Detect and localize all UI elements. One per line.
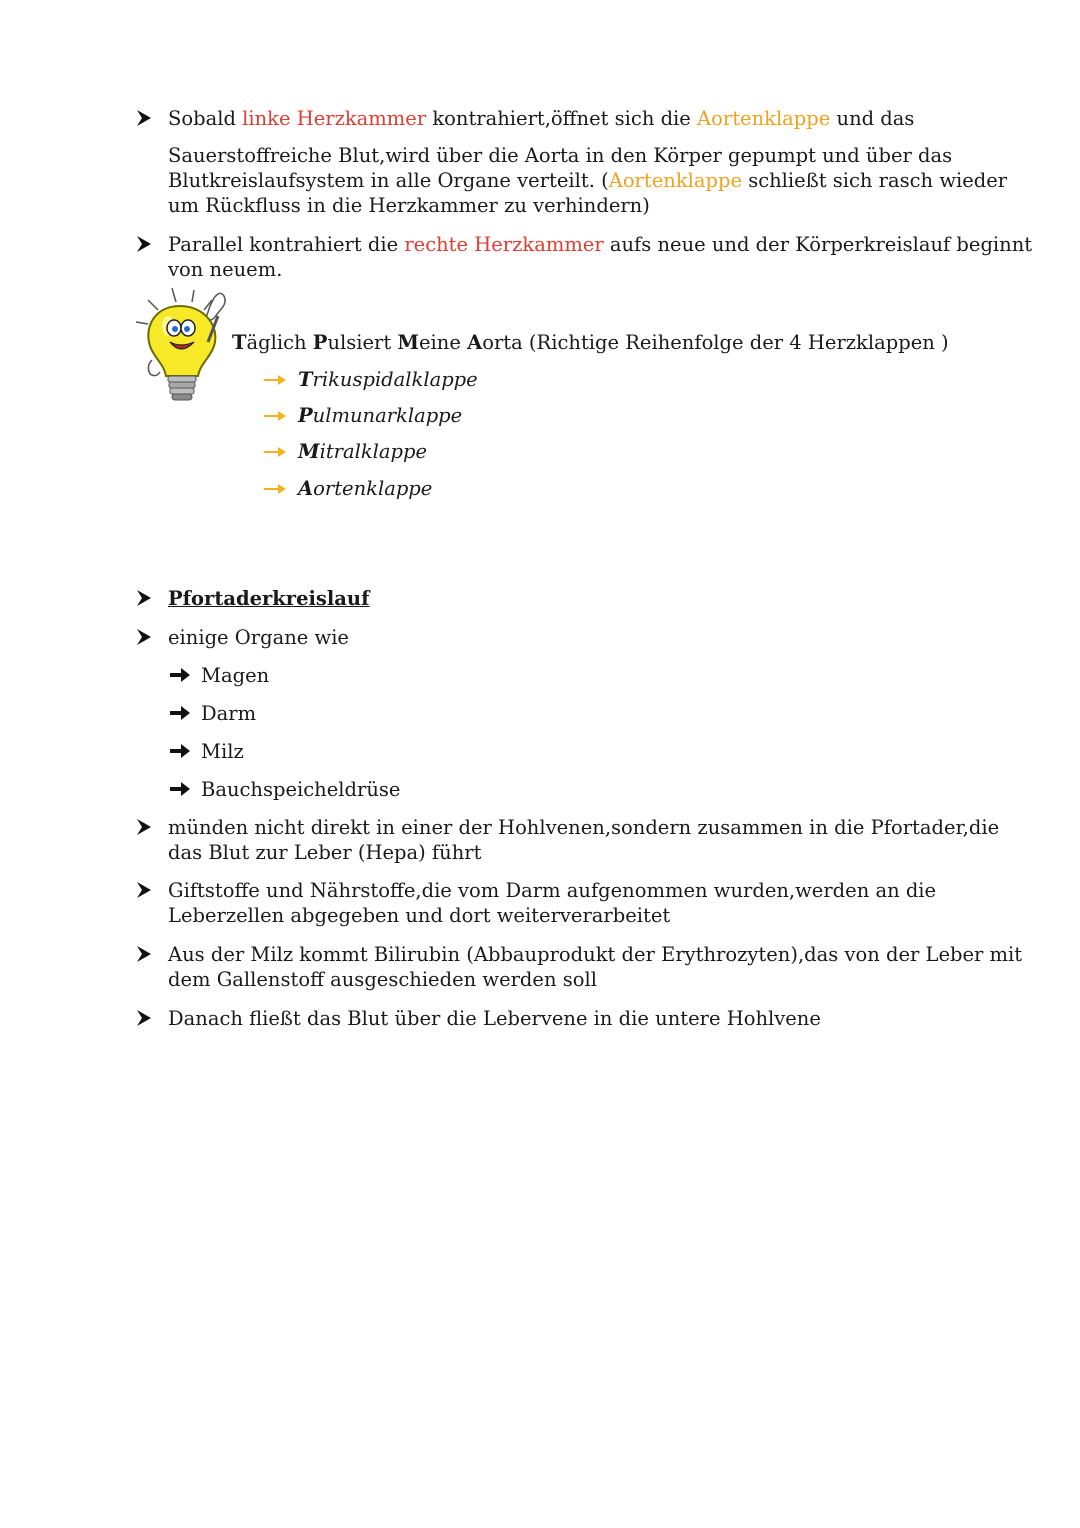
valve-list-item: Aortenklappe — [298, 476, 432, 501]
bullet-item-right-ventricle — [168, 232, 1033, 282]
text-line: einige Organe wie — [168, 626, 349, 649]
lightbulb-mascot-icon — [134, 284, 238, 414]
text-line: um Rückfluss in die Herzkammer zu verhindern) — [168, 194, 650, 217]
bullet-item-portal-vein — [168, 815, 1000, 865]
arrow-right-icon — [169, 667, 191, 683]
arrowhead-bullet-icon — [136, 944, 152, 964]
text-line: das Blut zur Leber (Hepa) führt — [168, 841, 482, 864]
arrowhead-bullet-icon — [136, 880, 152, 900]
organ-list-item: Darm — [201, 701, 256, 726]
text-line: Sauerstoffreiche Blut,wird über die Aorta in den Körper gepumpt und über das — [168, 144, 953, 167]
yellow-arrow-icon — [264, 374, 286, 386]
valve-list-item: Pulmunarklappe — [298, 403, 462, 428]
yellow-arrow-icon — [264, 446, 286, 458]
valve-list-item: Trikuspidalklappe — [298, 367, 478, 392]
arrowhead-bullet-icon — [136, 627, 152, 647]
text-line: Sobald linke Herzkammer kontrahiert,öffnet sich die Aortenklappe und das — [168, 107, 915, 130]
arrowhead-bullet-icon — [136, 817, 152, 837]
arrow-right-icon — [169, 743, 191, 759]
arrow-right-icon — [169, 705, 191, 721]
text-line: von neuem. — [168, 258, 283, 281]
arrow-right-icon — [169, 781, 191, 797]
organ-list-item: Milz — [201, 739, 244, 764]
valve-list-item: Mitralklappe — [298, 439, 427, 464]
yellow-arrow-icon — [264, 483, 286, 495]
bullet-item-liver-vein — [168, 1006, 988, 1031]
bullet-item-aortic-valve — [168, 106, 1008, 218]
section-heading-item — [168, 586, 988, 611]
text-line: Danach fließt das Blut über die Lebervene in die untere Hohlvene — [168, 1007, 821, 1030]
text-line: Giftstoffe und Nährstoffe,die vom Darm aufgenommen wurden,werden an die — [168, 879, 937, 902]
mnemonic-line: Täglich Pulsiert Meine Aorta (Richtige Reihenfolge der 4 Herzklappen ) — [232, 331, 949, 354]
text-line: dem Gallenstoff ausgeschieden werden soll — [168, 968, 597, 991]
text-line: Blutkreislaufsystem in alle Organe verteilt. (Aortenklappe schließt sich rasch wieder — [168, 169, 1008, 192]
arrowhead-bullet-icon — [136, 234, 152, 254]
arrowhead-bullet-icon — [136, 1008, 152, 1028]
text-line: münden nicht direkt in einer der Hohlvenen,sondern zusammen in die Pfortader,die — [168, 816, 1000, 839]
text-line: Leberzellen abgegeben und dort weiterverarbeitet — [168, 904, 671, 927]
yellow-arrow-icon — [264, 410, 286, 422]
organ-list-item: Bauchspeicheldrüse — [201, 777, 400, 802]
arrowhead-bullet-icon — [136, 588, 152, 608]
organ-list-item: Magen — [201, 663, 269, 688]
bullet-item-bilirubin — [168, 942, 1023, 992]
bullet-item-toxins — [168, 878, 988, 928]
section-heading: Pfortaderkreislauf — [168, 587, 370, 610]
bullet-item-intro — [168, 625, 988, 650]
text-line: Aus der Milz kommt Bilirubin (Abbauprodukt der Erythrozyten),das von der Leber mit — [168, 943, 1023, 966]
text-line: Parallel kontrahiert die rechte Herzkammer aufs neue und der Körperkreislauf beginnt — [168, 233, 1033, 256]
arrowhead-bullet-icon — [136, 108, 152, 128]
